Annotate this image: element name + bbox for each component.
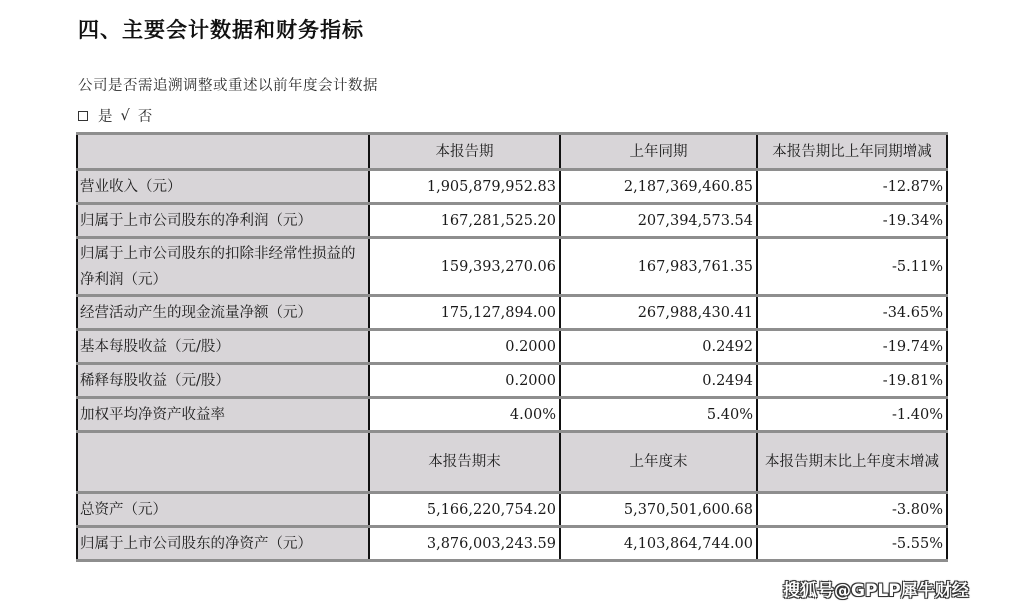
- current-value: 5,166,220,754.20: [369, 493, 560, 527]
- table-subheader-row: [77, 432, 947, 493]
- current-value: 175,127,894.00: [369, 296, 560, 330]
- change-value: -12.87%: [757, 170, 947, 204]
- table-header-row: [77, 134, 947, 170]
- prior-value: 207,394,573.54: [560, 204, 757, 238]
- current-value: 0.2000: [369, 330, 560, 364]
- row-label: 归属于上市公司股东的净利润（元）: [77, 204, 369, 238]
- current-value: 159,393,270.06: [369, 238, 560, 296]
- current-value: 167,281,525.20: [369, 204, 560, 238]
- table-row: [77, 527, 947, 561]
- row-label: 基本每股收益（元/股）: [77, 330, 369, 364]
- prior-value: 0.2492: [560, 330, 757, 364]
- change-value: -19.81%: [757, 364, 947, 398]
- header-prior-period: 上年同期: [560, 134, 757, 170]
- restatement-question: 公司是否需追溯调整或重述以前年度会计数据: [78, 78, 378, 94]
- prior-value: 0.2494: [560, 364, 757, 398]
- change-value: -34.65%: [757, 296, 947, 330]
- table-row: [77, 493, 947, 527]
- header-prior-year-end: 上年度末: [560, 432, 757, 493]
- table-row: [77, 296, 947, 330]
- row-label: 归属于上市公司股东的净资产（元）: [77, 527, 369, 561]
- sohu-watermark: 搜狐号@GPLP犀牛财经: [783, 581, 969, 601]
- current-value: 4.00%: [369, 398, 560, 432]
- change-value: -3.80%: [757, 493, 947, 527]
- header-blank-cell: [77, 134, 369, 170]
- prior-value: 2,187,369,460.85: [560, 170, 757, 204]
- change-value: -1.40%: [757, 398, 947, 432]
- table-row: [77, 238, 947, 296]
- current-value: 1,905,879,952.83: [369, 170, 560, 204]
- change-value: -5.11%: [757, 238, 947, 296]
- prior-value: 4,103,864,744.00: [560, 527, 757, 561]
- subheader-blank-cell: [77, 432, 369, 493]
- financial-indicators-table: [76, 132, 948, 562]
- current-value: 3,876,003,243.59: [369, 527, 560, 561]
- header-current-period: 本报告期: [369, 134, 560, 170]
- check-mark-icon: √: [120, 107, 130, 124]
- table-row: [77, 398, 947, 432]
- header-period-end-change: 本报告期末比上年度末增减: [757, 432, 947, 493]
- table-row: [77, 170, 947, 204]
- prior-value: 5,370,501,600.68: [560, 493, 757, 527]
- row-label: 营业收入（元）: [77, 170, 369, 204]
- restatement-options: [78, 105, 152, 126]
- table-row: [77, 364, 947, 398]
- change-value: -19.74%: [757, 330, 947, 364]
- header-period-end: 本报告期末: [369, 432, 560, 493]
- prior-value: 267,988,430.41: [560, 296, 757, 330]
- header-change: 本报告期比上年同期增减: [757, 134, 947, 170]
- row-label: 归属于上市公司股东的扣除非经常性损益的净利润（元）: [77, 238, 369, 296]
- row-label: 经营活动产生的现金流量净额（元）: [77, 296, 369, 330]
- yes-label: 是: [98, 109, 113, 125]
- section-title: 四、主要会计数据和财务指标: [78, 18, 364, 42]
- yes-checkbox-icon: [78, 111, 88, 121]
- row-label: 总资产（元）: [77, 493, 369, 527]
- table-row: [77, 204, 947, 238]
- no-label: 否: [137, 109, 153, 125]
- row-label: 稀释每股收益（元/股）: [77, 364, 369, 398]
- change-value: -5.55%: [757, 527, 947, 561]
- current-value: 0.2000: [369, 364, 560, 398]
- row-label: 加权平均净资产收益率: [77, 398, 369, 432]
- prior-value: 167,983,761.35: [560, 238, 757, 296]
- table-row: [77, 330, 947, 364]
- change-value: -19.34%: [757, 204, 947, 238]
- prior-value: 5.40%: [560, 398, 757, 432]
